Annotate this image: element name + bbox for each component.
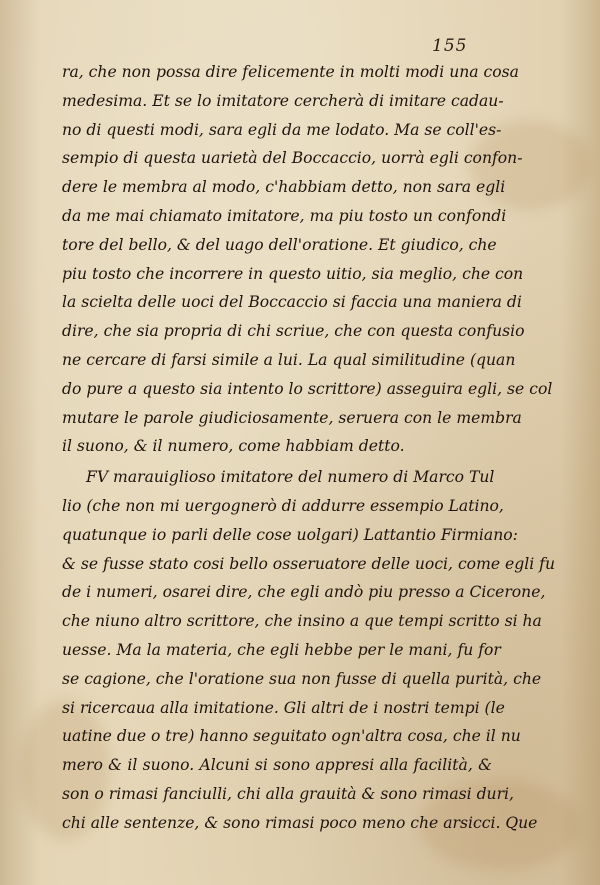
text-line: dere le membra al modo, c'habbiam detto, non sara egli [62, 178, 506, 197]
text-line: lio (che non mi uergognerò di addurre essempio Latino, [62, 496, 504, 515]
text-line: quatunque io parli delle cose uolgari) Lattantio Firmiano: [62, 525, 518, 544]
text-line: piu tosto che incorrere in questo uitio, sia meglio, che con [62, 264, 524, 283]
text-line: la scielta delle uoci del Boccaccio si faccia una maniera di [62, 293, 522, 312]
text-line: mutare le parole giudiciosamente, seruera con le membra [62, 408, 522, 427]
text-line: ne cercare di farsi simile a lui. La qual similitudine (quan [62, 350, 516, 369]
text-line: dire, che sia propria di chi scriue, che con questa confusio [62, 322, 525, 341]
text-line: sempio di questa uarietà del Boccaccio, uorrà egli confon- [62, 149, 523, 168]
text-line: uesse. Ma la materia, che egli hebbe per le mani, fu for [62, 640, 501, 659]
paragraph-1 [62, 58, 553, 461]
text-line: mero & il suono. Alcuni si sono appresi alla facilità, & [62, 756, 492, 775]
text-line: chi alle sentenze, & sono rimasi poco meno che arsicci. Que [62, 813, 538, 832]
page-number: 155 [432, 36, 468, 56]
text-line: no di questi modi, sara egli da me lodato. Ma se coll'es- [62, 120, 502, 139]
text-line: de i numeri, osarei dire, che egli andò piu presso a Cicerone, [62, 583, 546, 602]
body-text [62, 58, 556, 838]
text-line: da me mai chiamato imitatore, ma piu tosto un confondi [62, 206, 507, 225]
text-line: & se fusse stato cosi bello osseruatore delle uoci, come egli fu [62, 554, 556, 573]
text-line: uatine due o tre) hanno seguitato ogn'altra cosa, che il nu [62, 727, 521, 746]
text-line: medesima. Et se lo imitatore cercherà di imitare cadau- [62, 91, 504, 110]
text-line: se cagione, che l'oratione sua non fusse di quella purità, che [62, 669, 542, 688]
text-line: FV marauiglioso imitatore del numero di Marco Tul [86, 468, 495, 487]
text-line: il suono, & il numero, come habbiam detto. [62, 437, 405, 456]
text-line: si ricercaua alla imitatione. Gli altri de i nostri tempi (le [62, 698, 505, 717]
text-line: tore del bello, & del uago dell'oratione. Et giudico, che [62, 235, 497, 254]
paragraph-2 [62, 463, 556, 837]
text-line: che niuno altro scrittore, che insino a que tempi scritto si ha [62, 612, 542, 631]
text-line: son o rimasi fanciulli, chi alla grauità & sono rimasi duri, [62, 784, 514, 803]
text-line: ra, che non possa dire felicemente in molti modi una cosa [62, 63, 519, 81]
text-line: do pure a questo sia intento lo scrittore) asseguira egli, se col [62, 379, 553, 398]
